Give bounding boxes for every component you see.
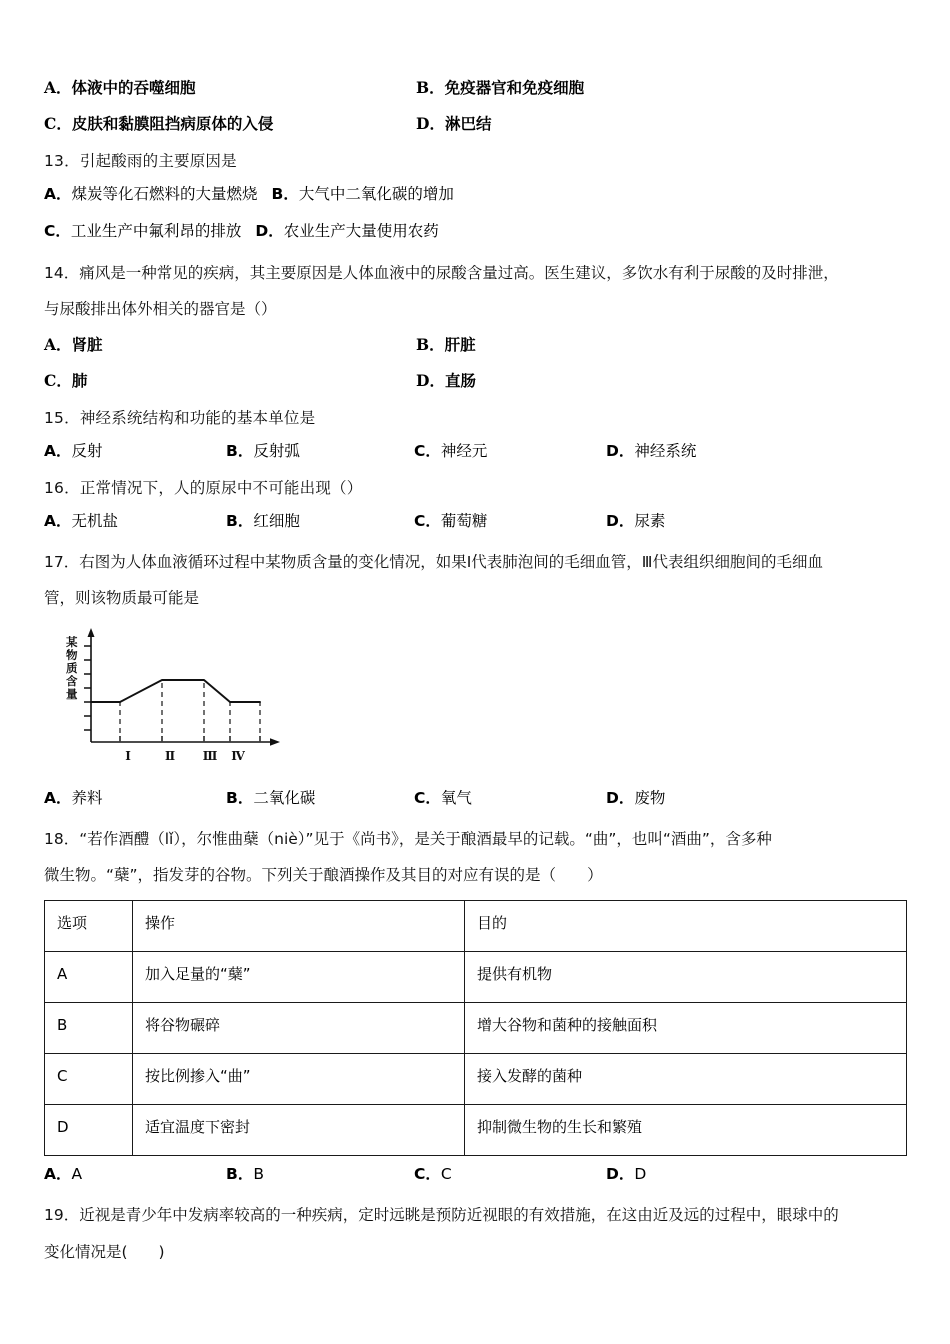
q17-option-a[interactable] xyxy=(44,788,226,808)
table-header-operation: 操作 xyxy=(133,901,465,952)
q14-option-b-label: B． xyxy=(416,334,445,354)
q16-option-a-text: 无机盐 xyxy=(71,511,119,530)
chart-dashed-dividers xyxy=(120,680,260,742)
q12-option-c-label: C． xyxy=(44,114,72,134)
chart-data-line xyxy=(91,680,260,702)
q12-option-d-label: D． xyxy=(416,114,445,134)
q12-option-d[interactable] xyxy=(416,114,796,134)
q13-option-c-label: C． xyxy=(44,222,71,241)
page-content xyxy=(44,78,906,1277)
table-cell-option: B xyxy=(45,1003,133,1054)
q14-stem xyxy=(44,258,906,324)
q15-option-b-label: B． xyxy=(226,441,254,460)
q16-option-d-text: 尿素 xyxy=(634,511,666,530)
chart-y-axis-label: 某 物 质 含 量 xyxy=(66,634,78,701)
q14-option-b[interactable] xyxy=(416,335,796,355)
q12-option-b[interactable] xyxy=(416,78,796,98)
q17-option-b-text: 二氧化碳 xyxy=(253,788,316,807)
q14-option-c-label: C． xyxy=(44,370,72,390)
q18-option-c-label: C． xyxy=(414,1165,441,1184)
q13-option-b[interactable] xyxy=(272,185,454,203)
q18-option-a-text: A xyxy=(71,1165,83,1184)
q13-option-c[interactable] xyxy=(44,222,241,240)
q16-option-b-label: B． xyxy=(226,511,254,530)
q13-options-row-2 xyxy=(44,221,906,242)
q18-option-c[interactable] xyxy=(414,1164,606,1184)
q15-options-row xyxy=(44,441,906,461)
table-cell-operation: 适宜温度下密封 xyxy=(133,1105,465,1156)
q15-option-c-text: 神经元 xyxy=(440,441,488,460)
table-cell-purpose: 提供有机物 xyxy=(465,952,907,1003)
chart-x-tick-labels xyxy=(125,749,245,763)
q18-option-d-label: D． xyxy=(606,1165,635,1184)
q17-stem-line-2: 管，则该物质最可能是 xyxy=(44,589,200,608)
q16-option-c-text: 葡萄糖 xyxy=(440,511,488,530)
q12-options-row-2 xyxy=(44,114,906,134)
q14-option-a-label: A． xyxy=(44,334,72,354)
q18-option-b-text: B xyxy=(253,1165,264,1184)
q18-stem-line-2: 微生物。“蘖”，指发芽的谷物。下列关于酿酒操作及其目的对应有误的是（ ） xyxy=(44,865,603,884)
q14-option-c-text: 肺 xyxy=(71,370,88,390)
q13-option-d-label: D． xyxy=(255,222,284,241)
q14-option-d-label: D． xyxy=(416,370,445,390)
q14-option-c[interactable] xyxy=(44,371,416,391)
q18-options-row xyxy=(44,1164,906,1184)
q12-option-b-text: 免疫器官和免疫细胞 xyxy=(444,78,585,97)
q16-option-c[interactable] xyxy=(414,511,606,531)
q15-option-d-text: 神经系统 xyxy=(634,441,697,460)
table-cell-operation: 加入足量的“蘖” xyxy=(133,952,465,1003)
table-cell-option: D xyxy=(45,1105,133,1156)
q15-option-d[interactable] xyxy=(606,441,786,461)
table-cell-purpose: 增大谷物和菌种的接触面积 xyxy=(465,1003,907,1054)
q12-options-row-1 xyxy=(44,78,906,98)
chart-x-tick-label-3: Ⅲ xyxy=(202,748,218,763)
q14-option-a[interactable] xyxy=(44,335,416,355)
q16-option-d-label: D． xyxy=(606,511,635,530)
table-cell-operation: 按比例掺入“曲” xyxy=(133,1054,465,1105)
q18-option-c-text: C xyxy=(440,1165,452,1184)
q16-option-b-text: 红细胞 xyxy=(253,511,300,530)
q18-stem-line-1: 18．“若作酒醴（lǐ），尔惟曲蘖（niè）”见于《尚书》，是关于酿酒最早的记载。“曲”，也叫“酒曲”，含多种 xyxy=(44,829,772,848)
q14-option-b-text: 肝脏 xyxy=(444,334,476,354)
q12-option-b-label: B． xyxy=(416,78,445,97)
q13-option-b-label: B． xyxy=(271,185,299,204)
table-cell-operation: 将谷物碾碎 xyxy=(133,1003,465,1054)
q17-option-d[interactable] xyxy=(606,788,786,808)
q18-option-a-label: A． xyxy=(44,1165,72,1184)
q12-option-c-text: 皮肤和黏膜阻挡病原体的入侵 xyxy=(71,114,274,134)
substance-content-line-chart xyxy=(58,624,328,774)
q19-stem-line-2: 变化情况是( ) xyxy=(44,1242,165,1261)
q12-option-a-text: 体液中的吞噬细胞 xyxy=(71,78,196,97)
table-cell-purpose: 抑制微生物的生长和繁殖 xyxy=(465,1105,907,1156)
table-header-purpose: 目的 xyxy=(465,901,907,952)
q18-option-b-label: B． xyxy=(226,1165,254,1184)
q17-option-d-label: D． xyxy=(606,788,635,807)
q17-chart-figure xyxy=(58,624,328,774)
q15-option-a-label: A． xyxy=(44,441,72,460)
q17-option-c-text: 氧气 xyxy=(440,788,472,807)
table-cell-purpose: 接入发酵的菌种 xyxy=(465,1054,907,1105)
q13-option-c-text: 工业生产中氟利昂的排放 xyxy=(70,222,242,241)
table-cell-option: C xyxy=(45,1054,133,1105)
q17-option-a-text: 养料 xyxy=(71,788,103,807)
q18-option-d-text: D xyxy=(634,1165,647,1184)
q13-option-d[interactable] xyxy=(255,222,438,240)
q15-option-c-label: C． xyxy=(414,441,441,460)
q15-option-d-label: D． xyxy=(606,441,635,460)
chart-x-tick-label-1: Ⅰ xyxy=(125,748,131,763)
q18-brewing-table xyxy=(44,900,907,1156)
q15-option-c[interactable] xyxy=(414,441,606,461)
chart-y-axis-arrow xyxy=(88,628,95,637)
q17-stem-line-1: 17．右图为人体血液循环过程中某物质含量的变化情况，如果Ⅰ代表肺泡间的毛细血管，Ⅲ代表组织细胞间的毛细血 xyxy=(44,553,823,572)
q16-options-row xyxy=(44,511,906,531)
q15-option-b-text: 反射弧 xyxy=(253,441,300,460)
q15-option-b[interactable] xyxy=(226,441,414,461)
q13-option-b-text: 大气中二氧化碳的增加 xyxy=(298,185,454,204)
q13-option-a-text: 煤炭等化石燃料的大量燃烧 xyxy=(71,185,258,204)
q12-option-a-label: A． xyxy=(44,78,72,97)
q14-options-row-1 xyxy=(44,335,906,355)
q12-option-d-text: 淋巴结 xyxy=(444,114,492,134)
q19-stem-line-1: 19．近视是青少年中发病率较高的一种疾病，定时远眺是预防近视眼的有效措施，在这由近及远的过程中，眼球中的 xyxy=(44,1206,839,1225)
q15-option-a[interactable] xyxy=(44,441,226,461)
table-row xyxy=(45,952,907,1003)
chart-x-ticks xyxy=(120,736,260,742)
q14-stem-line-2: 与尿酸排出体外相关的器官是（） xyxy=(44,300,277,319)
q13-option-a[interactable] xyxy=(44,185,258,203)
table-row xyxy=(45,1003,907,1054)
table-header-row xyxy=(45,901,907,952)
q16-stem: 16．正常情况下，人的原尿中不可能出现（） xyxy=(44,478,363,497)
table-row xyxy=(45,1105,907,1156)
q17-option-b-label: B． xyxy=(226,788,254,807)
q17-options-row xyxy=(44,788,906,808)
q13-stem: 13．引起酸雨的主要原因是 xyxy=(44,152,237,171)
chart-x-axis-arrow xyxy=(270,738,280,745)
q17-option-d-text: 废物 xyxy=(634,788,666,807)
q17-option-c[interactable] xyxy=(414,788,606,808)
q16-option-b[interactable] xyxy=(226,511,414,531)
q14-option-d-text: 直肠 xyxy=(444,370,476,390)
q14-option-a-text: 肾脏 xyxy=(71,334,103,354)
q17-option-a-label: A． xyxy=(44,788,72,807)
q18-option-b[interactable] xyxy=(226,1164,414,1184)
table-cell-option: A xyxy=(45,952,133,1003)
q16-option-c-label: C． xyxy=(414,511,441,530)
q12-option-c[interactable] xyxy=(44,114,416,134)
chart-x-tick-label-2: Ⅱ xyxy=(164,748,176,763)
q16-option-a[interactable] xyxy=(44,511,226,531)
chart-x-tick-label-4: Ⅳ xyxy=(231,748,245,763)
q13-options-row-1 xyxy=(44,184,906,205)
q13-option-a-label: A． xyxy=(44,185,72,204)
q19-stem xyxy=(44,1200,906,1266)
q16-option-a-label: A． xyxy=(44,511,72,530)
q18-stem xyxy=(44,824,906,890)
q15-stem: 15．神经系统结构和功能的基本单位是 xyxy=(44,408,316,427)
q17-stem xyxy=(44,547,906,613)
q14-stem-line-1: 14．痛风是一种常见的疾病，其主要原因是人体血液中的尿酸含量过高。医生建议，多饮水有利于尿酸的及时排泄， xyxy=(44,264,839,283)
table-row xyxy=(45,1054,907,1105)
q17-option-b[interactable] xyxy=(226,788,414,808)
q14-options-row-2 xyxy=(44,371,906,391)
q14-option-d[interactable] xyxy=(416,371,796,391)
q13-option-d-text: 农业生产大量使用农药 xyxy=(283,222,439,241)
table-header-option: 选项 xyxy=(45,901,133,952)
q12-option-a[interactable] xyxy=(44,78,416,98)
q18-option-d[interactable] xyxy=(606,1164,786,1184)
q17-option-c-label: C． xyxy=(414,788,441,807)
q18-option-a[interactable] xyxy=(44,1164,226,1184)
q16-option-d[interactable] xyxy=(606,511,786,531)
chart-y-ticks xyxy=(84,646,91,730)
q15-option-a-text: 反射 xyxy=(71,441,103,460)
